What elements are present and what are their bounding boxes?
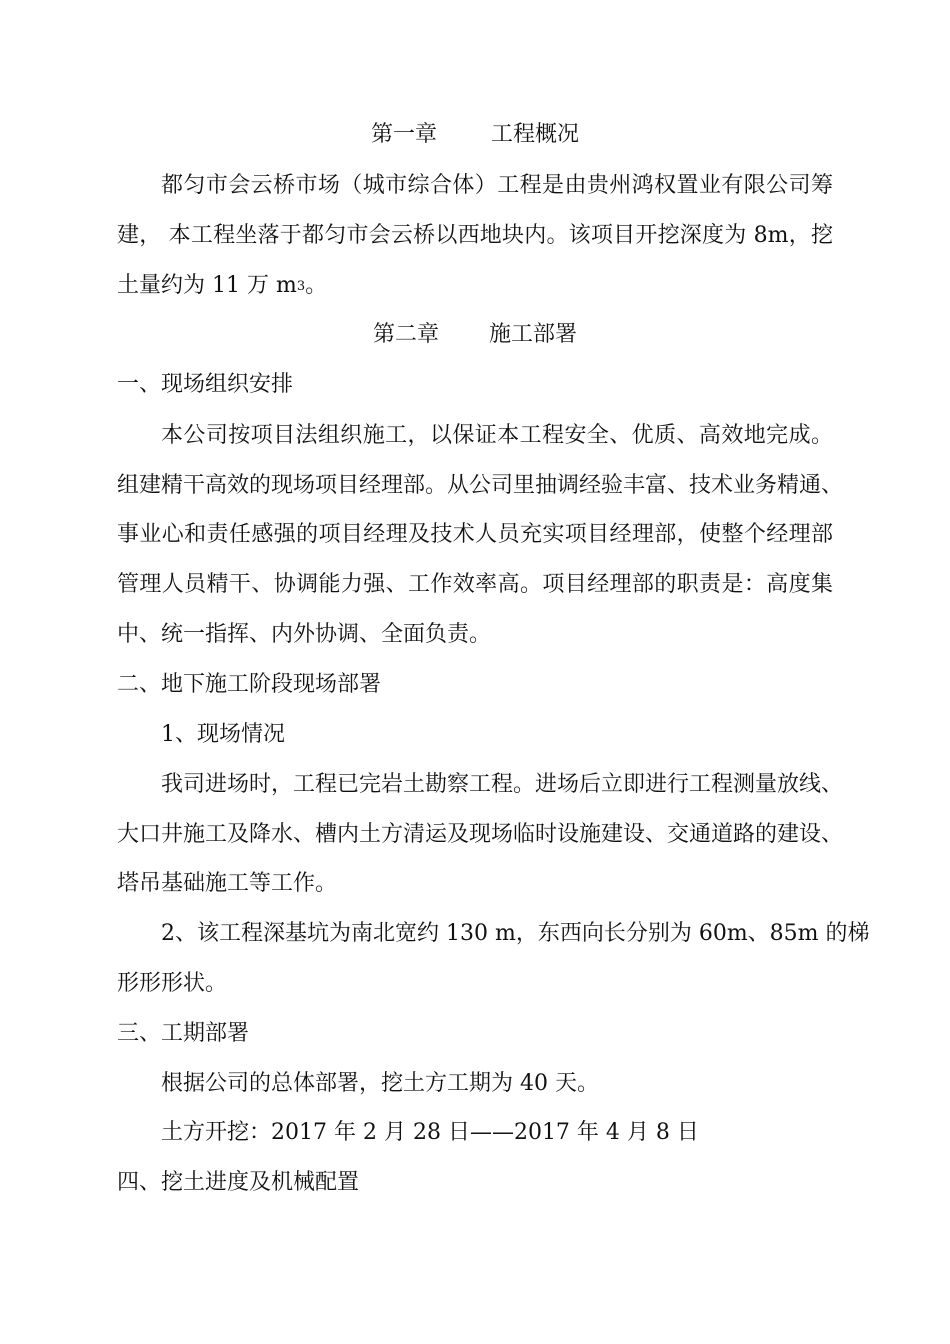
chapter-2-title: 施工部署 — [489, 322, 578, 347]
paragraph-line: 管理人员精干、协调能力强、工作效率高。项目经理部的职责是：高度集 — [117, 572, 833, 597]
section-2-heading: 二、地下施工阶段现场部署 — [117, 672, 382, 697]
section-1-heading: 一、现场组织安排 — [117, 372, 294, 397]
period-text: 。 — [305, 273, 328, 298]
paragraph-line: 形形形状。 — [117, 971, 228, 996]
paragraph-line: 大口井施工及降水、槽内土方清运及现场临时设施建设、交通道路的建设、 — [117, 822, 844, 847]
paragraph-line: 根据公司的总体部署，挖土方工期为 40 天。 — [161, 1071, 599, 1096]
paragraph-line — [0, 271, 950, 304]
paragraph-line: 塔吊基础施工等工作。 — [117, 871, 338, 896]
paragraph-line: 本公司按项目法组织施工，以保证本工程安全、优质、高效地完成。 — [161, 423, 833, 448]
superscript-3: 3 — [296, 279, 306, 294]
section-4-heading: 四、挖土进度及机械配置 — [117, 1170, 360, 1195]
chapter-1-title: 工程概况 — [491, 122, 580, 147]
paragraph-line: 我司进场时，工程已完岩土勘察工程。进场后立即进行工程测量放线、 — [161, 772, 844, 797]
paragraph-line: 组建精干高效的现场项目经理部。从公司里抽调经验丰富、技术业务精通、 — [117, 473, 844, 498]
chapter-2-number: 第二章 — [372, 322, 439, 347]
chapter-1-heading — [0, 120, 950, 150]
paragraph-line: 土方开挖：2017 年 2 月 28 日——2017 年 4 月 8 日 — [161, 1120, 699, 1145]
paragraph-line: 都匀市会云桥市场（城市综合体）工程是由贵州鸿权置业有限公司筹 — [161, 173, 833, 198]
chapter-2-heading — [0, 320, 950, 350]
chapter-1-number: 第一章 — [370, 122, 437, 147]
paragraph-line: 中、统一指挥、内外协调、全面负责。 — [117, 622, 492, 647]
volume-text: 土量约为 11 万 m — [117, 273, 297, 298]
subsection-2-1-heading: 1、现场情况 — [161, 722, 285, 747]
paragraph-line: 2、该工程深基坑为南北宽约 130 m，东西向长分别为 60m、85m 的梯 — [161, 921, 870, 946]
paragraph-line: 建， 本工程坐落于都匀市会云桥以西地块内。该项目开挖深度为 8m，挖 — [117, 223, 833, 248]
section-3-heading: 三、工期部署 — [117, 1021, 250, 1046]
paragraph-line: 事业心和责任感强的项目经理及技术人员充实项目经理部，使整个经理部 — [117, 522, 833, 547]
